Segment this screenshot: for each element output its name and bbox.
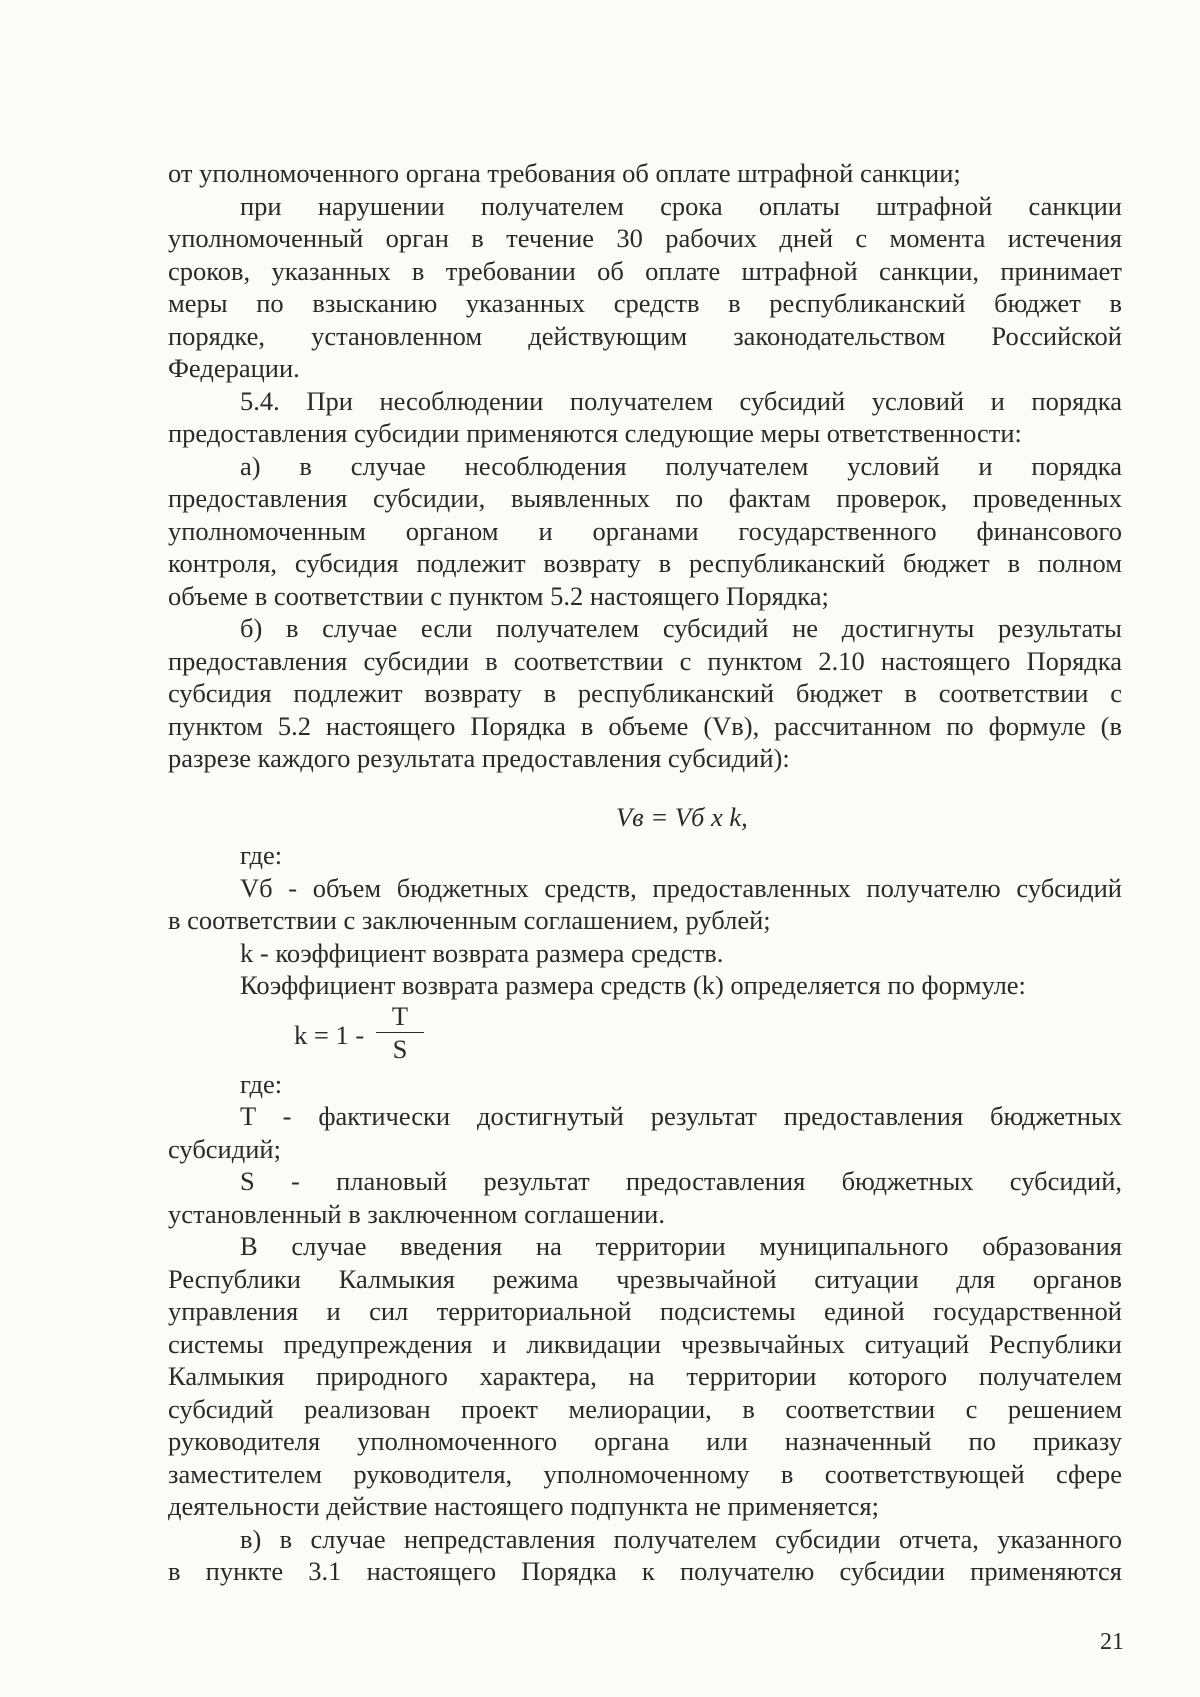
document-body	[168, 157, 1122, 1588]
text-line: Калмыкия природного характера, на территории которого получателем	[168, 1361, 1122, 1391]
text-line: субсидий реализован проект мелиорации, в соответствии с решением	[168, 1393, 1122, 1424]
text-line: Федерации.	[168, 353, 300, 383]
text-line: руководителя уполномоченного органа или назначенный по приказу	[168, 1426, 1122, 1456]
text-line: предоставления субсидии в соответствии с пунктом 2.10 настоящего Порядка	[168, 645, 1122, 676]
text-line: предоставления субсидии, выявленных по фактам проверок, проведенных	[168, 483, 1122, 513]
text-line: Республики Калмыкия режима чрезвычайной ситуации для органов	[168, 1263, 1122, 1294]
formula-vv: Vв = Vб x k,	[616, 801, 748, 832]
definition-vb-line: в соответствии с заключенным соглашением, рублей;	[168, 905, 771, 935]
text-line: порядке, установленном действующим законодательством Российской	[168, 320, 1122, 351]
text-line: предоставления субсидии применяются следующие меры ответственности:	[168, 418, 1022, 448]
item-v-line: в) в случае непредставления получателем субсидии отчета, указанного	[240, 1523, 1122, 1554]
text-line: разрезе каждого результата предоставления субсидий):	[168, 743, 790, 773]
definition-s-line: установленный в заключенном соглашении.	[168, 1198, 665, 1229]
item-a-line: а) в случае несоблюдения получателем условий и порядка	[240, 450, 1122, 481]
text-line: сроков, указанных в требовании об оплате штрафной санкции, принимает	[168, 255, 1122, 286]
text-line: В случае введения на территории муниципального образования	[240, 1231, 1122, 1261]
where-label: где:	[240, 1068, 283, 1099]
definition-k: k - коэффициент возврата размера средств.	[240, 937, 724, 968]
text-line: уполномоченным органом и органами государственного финансового	[168, 515, 1122, 546]
fraction-numerator: T	[391, 1000, 409, 1031]
text-line: управления и сил территориальной подсистемы единой государственной	[168, 1296, 1122, 1326]
definition-vb-line: Vб - объем бюджетных средств, предоставленных получателю субсидий	[240, 872, 1122, 903]
text-line: системы предупреждения и ликвидации чрезвычайных ситуаций Республики	[168, 1328, 1122, 1359]
formula-k-left: k = 1 -	[294, 1019, 365, 1050]
fraction-denominator: S	[392, 1033, 408, 1064]
page-number: 21	[1100, 1629, 1124, 1655]
section-5-4-line: 5.4. При несоблюдении получателем субсидий условий и порядка	[240, 385, 1122, 416]
text-line: меры по взысканию указанных средств в республиканский бюджет в	[168, 288, 1122, 318]
formula-k	[168, 1002, 1122, 1068]
item-b-line: б) в случае если получателем субсидий не достигнуты результаты	[240, 613, 1122, 643]
text-line: объеме в соответствии с пунктом 5.2 настоящего Порядка;	[168, 580, 829, 611]
k-intro: Коэффициент возврата размера средств (k) определяется по формуле:	[240, 970, 1026, 1000]
text-line: при нарушении получателем срока оплаты штрафной санкции	[240, 190, 1122, 221]
text-line: деятельности действие настоящего подпункта не применяется;	[168, 1491, 879, 1521]
definition-t-line: субсидий;	[168, 1133, 281, 1164]
text-line: от уполномоченного органа требования об оплате штрафной санкции;	[168, 158, 961, 188]
definition-t-line: T - фактически достигнутый результат предоставления бюджетных	[240, 1101, 1122, 1131]
text-line: в пункте 3.1 настоящего Порядка к получателю субсидии применяются	[168, 1556, 1122, 1586]
fraction	[376, 1002, 424, 1063]
definition-s-line: S - плановый результат предоставления бюджетных субсидий,	[240, 1166, 1122, 1196]
text-line: контроля, субсидия подлежит возврату в республиканский бюджет в полном	[168, 548, 1122, 578]
text-line: уполномоченный орган в течение 30 рабочих дней с момента истечения	[168, 223, 1122, 253]
text-line: субсидия подлежит возврату в республиканский бюджет в соответствии с	[168, 678, 1122, 708]
where-label: где:	[240, 840, 283, 870]
fraction-bar	[376, 1032, 424, 1033]
text-line: заместителем руководителя, уполномоченному в соответствующей сфере	[168, 1458, 1122, 1489]
text-line: пунктом 5.2 настоящего Порядка в объеме (Vв), рассчитанном по формуле (в	[168, 710, 1122, 741]
